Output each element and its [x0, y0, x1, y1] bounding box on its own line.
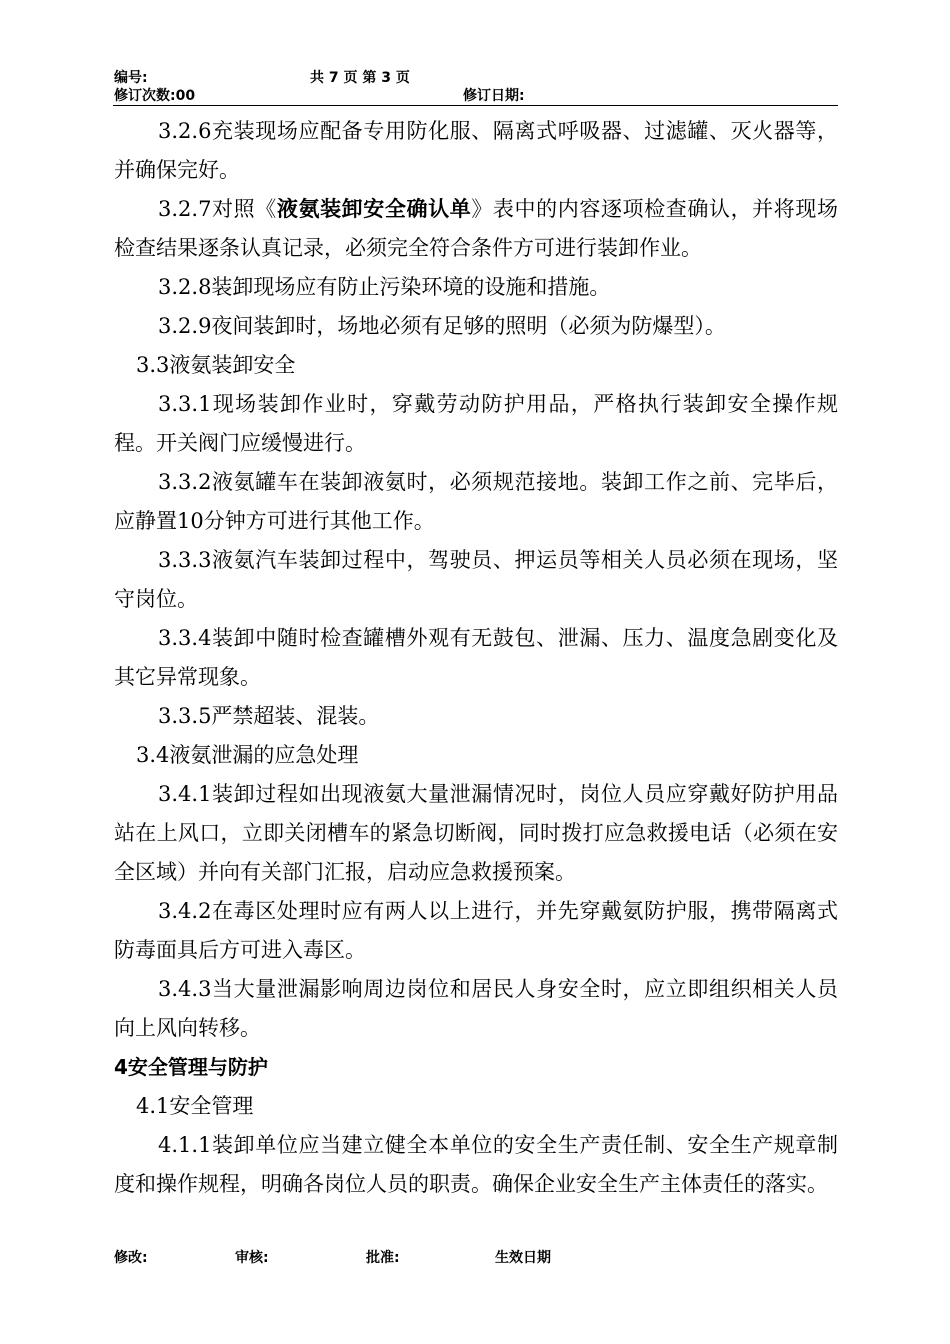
paragraph-3-4-3: 3.4.3当大量泄漏影响周边岗位和居民人身安全时，应立即组织相关人员向上风向转移。: [114, 977, 838, 1040]
paragraph-3-2-9: 3.2.9夜间装卸时，场地必须有足够的照明（必须为防爆型）。: [158, 314, 726, 338]
subsection-3-4-heading: 3.4液氨泄漏的应急处理: [136, 743, 359, 767]
header-divider: [113, 105, 838, 106]
effective-date-label: 生效日期: [495, 1250, 551, 1266]
paragraph-3-3-5: 3.3.5严禁超装、混装。: [158, 704, 380, 728]
document-body: [114, 112, 838, 1204]
section-4-heading: 4安全管理与防护: [114, 1055, 268, 1079]
paragraph-3-2-7-start: 3.2.7对照《: [158, 197, 277, 221]
subsection-4-1-heading: 4.1安全管理: [136, 1094, 254, 1118]
revision-count: 修订次数:00: [114, 88, 196, 104]
subsection-3-3-heading: 3.3液氨装卸安全: [136, 353, 296, 377]
page-info: 共 7 页 第 3 页: [310, 70, 410, 86]
paragraph-4-1-1: 4.1.1装卸单位应当建立健全本单位的安全生产责任制、安全生产规章制度和操作规程，明确各岗位人员的职责。确保企业安全生产主体责任的落实。: [114, 1133, 838, 1196]
paragraph-3-2-7: [114, 190, 838, 268]
paragraph-3-3-2: 3.3.2液氨罐车在装卸液氨时，必须规范接地。装卸工作之前、完毕后，应静置10分钟方可进行其他工作。: [114, 470, 838, 533]
paragraph-3-3-3: 3.3.3液氨汽车装卸过程中，驾驶员、押运员等相关人员必须在现场，坚守岗位。: [114, 548, 838, 611]
paragraph-3-2-7-end: 》表中的内容逐项检查确认，并将现场检查结果逐条认真记录，必须完全符合条件方可进行装卸作业。: [114, 197, 839, 260]
paragraph-3-2-6: 3.2.6充装现场应配备专用防化服、隔离式呼吸器、过滤罐、灭火器等，并确保完好。: [114, 119, 838, 182]
approve-label: 批准:: [366, 1250, 400, 1266]
paragraph-3-4-1: 3.4.1装卸过程如出现液氨大量泄漏情况时，岗位人员应穿戴好防护用品站在上风口，立即关闭槽车的紧急切断阀，同时拨打应急救援电话（必须在安全区域）并向有关部门汇报，启动应急救援预案。: [114, 782, 838, 884]
paragraph-3-3-1: 3.3.1现场装卸作业时，穿戴劳动防护用品，严格执行装卸安全操作规程。开关阀门应缓慢进行。: [114, 392, 838, 455]
paragraph-3-4-2: 3.4.2在毒区处理时应有两人以上进行，并先穿戴氨防护服，携带隔离式防毒面具后方可进入毒区。: [114, 899, 838, 962]
confirmation-form-title: 液氨装卸安全确认单: [276, 197, 472, 221]
modify-label: 修改:: [114, 1250, 148, 1266]
paragraph-3-2-8: 3.2.8装卸现场应有防止污染环境的设施和措施。: [158, 275, 611, 299]
paragraph-3-3-4: 3.3.4装卸中随时检查罐槽外观有无鼓包、泄漏、压力、温度急剧变化及其它异常现象。: [114, 626, 838, 689]
revision-date-label: 修订日期:: [463, 88, 525, 104]
review-label: 审核:: [235, 1250, 269, 1266]
doc-number-label: 编号:: [114, 70, 148, 86]
